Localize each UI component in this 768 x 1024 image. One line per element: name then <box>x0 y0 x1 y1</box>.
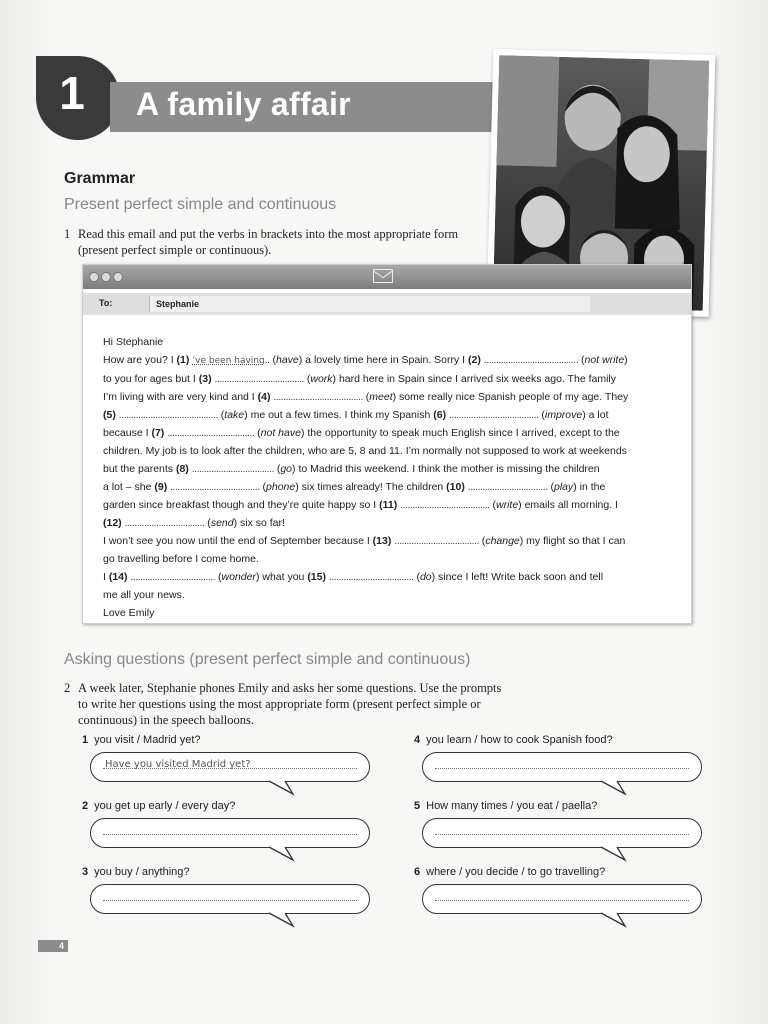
exercise-2-text: A week later, Stephanie phones Emily and asks her some questions. Use the prompts to write her questions using the most appropriate form (present perfect simple or continuous) in the speech balloons. <box>78 681 502 727</box>
prompt-6: 6 where / you decide / to go travelling? <box>414 866 606 878</box>
answer-balloon-6[interactable] <box>422 884 702 914</box>
prompt-5: 5 How many times / you eat / paella? <box>414 800 598 812</box>
answer-balloon-3[interactable] <box>90 884 370 914</box>
email-titlebar <box>83 265 691 289</box>
email-line: children. My job is to look after the children, who are 5, 8 and 11. I’m normally not supposed to work at weekends <box>103 445 627 457</box>
balloon-tail <box>269 847 299 861</box>
email-line: How are you? I (1) ’ve been having.. (have) a lovely time here in Spain. Sorry I (2) ....................................... (not write) <box>103 354 628 366</box>
exercise-2-number: 2 <box>64 681 71 695</box>
prompt-3: 3 you buy / anything? <box>82 866 190 878</box>
answer-balloon-5[interactable] <box>422 818 702 848</box>
answer-line <box>103 900 357 901</box>
email-body <box>103 333 671 622</box>
email-line: because I (7) .................................... (not have) the opportunity to speak much English since I arrived, except to the <box>103 427 620 439</box>
grammar-subheading: Present perfect simple and continuous <box>64 196 337 213</box>
answer-balloon-2[interactable] <box>90 818 370 848</box>
email-line: a lot – she (9) ..................................... (phone) six times already! The children (10) ................................. (play) in the <box>103 481 606 493</box>
page-number: 4 <box>38 940 68 952</box>
answer-line <box>435 900 689 901</box>
unit-number: 1 <box>59 67 85 119</box>
email-line: I won’t see you now until the end of September because I (13) ................................... (change) my flight so that I can <box>103 535 626 547</box>
prompt-2: 2 you get up early / every day? <box>82 800 236 812</box>
to-row <box>83 293 691 315</box>
balloon-tail <box>601 913 631 927</box>
exercise-1-number: 1 <box>64 227 71 241</box>
email-line: I (14) ................................... (wonder) what you (15) ................................... (do) since I left! Write back soon and tell <box>103 571 604 583</box>
questions-subheading: Asking questions (present perfect simple and continuous) <box>64 651 471 668</box>
minimize-dot-icon <box>101 272 111 282</box>
answer-line <box>103 834 357 835</box>
answer-balloon-4[interactable] <box>422 752 702 782</box>
to-value: Stephanie <box>156 299 200 309</box>
answer-1-handwritten: ’ve been having <box>192 356 265 366</box>
answer-line <box>435 768 689 769</box>
email-signoff: Love Emily <box>103 607 155 619</box>
email-greeting: Hi Stephanie <box>103 336 164 348</box>
to-label: To: <box>99 298 113 308</box>
balloon-tail <box>601 847 631 861</box>
balloon-tail <box>601 781 631 795</box>
email-line: to you for ages but I (3) ..................................... (work) hard here in Spain since I arrived six weeks ago. The family <box>103 373 616 385</box>
email-line: me all your news. <box>103 589 185 601</box>
to-field <box>149 296 590 312</box>
answer-line <box>435 834 689 835</box>
email-line: (5) ......................................... (take) me out a few times. I think my Spanish (6) ..................................... (improve) a lot <box>103 409 609 421</box>
exercise-2-instruction <box>64 680 514 728</box>
maximize-dot-icon <box>113 272 123 282</box>
answer-balloon-1[interactable] <box>90 752 370 782</box>
answer-text-1: Have you visited Madrid yet? <box>105 759 251 770</box>
grammar-heading: Grammar <box>64 170 136 187</box>
prompt-4: 4 you learn / how to cook Spanish food? <box>414 734 613 746</box>
email-line: go travelling before I come home. <box>103 553 259 565</box>
prompt-1: 1 you visit / Madrid yet? <box>82 734 201 746</box>
email-line: (12) ................................. (send) six so far! <box>103 517 285 529</box>
email-line: but the parents (8) .................................. (go) to Madrid this weekend. I think the mother is missing the children <box>103 463 600 475</box>
close-dot-icon <box>89 272 99 282</box>
email-line: I’m living with are very kind and I (4) ..................................... (meet) some really nice Spanish people of my age. They <box>103 391 629 403</box>
balloon-tail <box>269 913 299 927</box>
balloon-tail <box>269 781 299 795</box>
email-window <box>82 264 692 624</box>
exercise-1-instruction <box>64 226 484 258</box>
page-title: A family affair <box>136 86 351 122</box>
email-line: garden since breakfast though and they’re quite happy so I (11) ..................................... (write) emails all morning. I <box>103 499 618 511</box>
exercise-1-text: Read this email and put the verbs in brackets into the most appropriate form (present perfect simple or continuous). <box>78 227 459 257</box>
envelope-icon <box>373 269 393 283</box>
